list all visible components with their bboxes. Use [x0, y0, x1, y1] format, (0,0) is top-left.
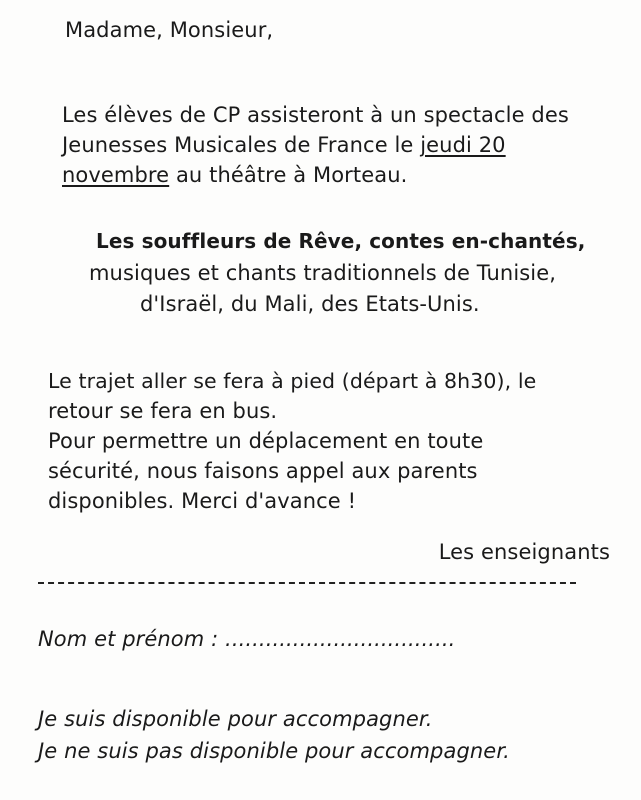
trip-line-3: Pour permettre un déplacement en toute: [48, 429, 484, 453]
option-unavailable[interactable]: Je ne suis pas disponible pour accompagner.: [38, 739, 510, 763]
trip-line-2: retour se fera en bus.: [48, 399, 278, 423]
name-dotted-line[interactable]: ..................................: [225, 627, 456, 651]
intro-line-1: Les élèves de CP assisteront à un spectacle des: [62, 103, 569, 127]
intro-line-2: [62, 131, 506, 159]
trip-line-4: sécurité, nous faisons appel aux parents: [48, 459, 478, 483]
name-field[interactable]: [38, 625, 455, 653]
date-day: jeudi 20: [420, 133, 506, 157]
intro-line-2-text: Jeunesses Musicales de France le: [62, 133, 421, 157]
show-title: Les souffleurs de Rêve, contes en-chantés,: [96, 229, 586, 253]
intro-line-3: [62, 161, 407, 189]
intro-line-3-text: au théâtre à Morteau.: [169, 163, 408, 187]
signature: Les enseignants: [438, 540, 610, 564]
name-label: Nom et prénom :: [38, 627, 226, 651]
show-description-2: d'Israël, du Mali, des Etats-Unis.: [140, 292, 480, 316]
cut-line: [38, 582, 576, 584]
option-available[interactable]: Je suis disponible pour accompagner.: [38, 707, 433, 731]
salutation: Madame, Monsieur,: [65, 18, 274, 42]
trip-line-5: disponibles. Merci d'avance !: [48, 489, 357, 513]
date-month: novembre: [62, 163, 170, 187]
show-description-1: musiques et chants traditionnels de Tunisie,: [89, 261, 557, 285]
trip-line-1: Le trajet aller se fera à pied (départ à 8h30), le: [48, 369, 537, 393]
